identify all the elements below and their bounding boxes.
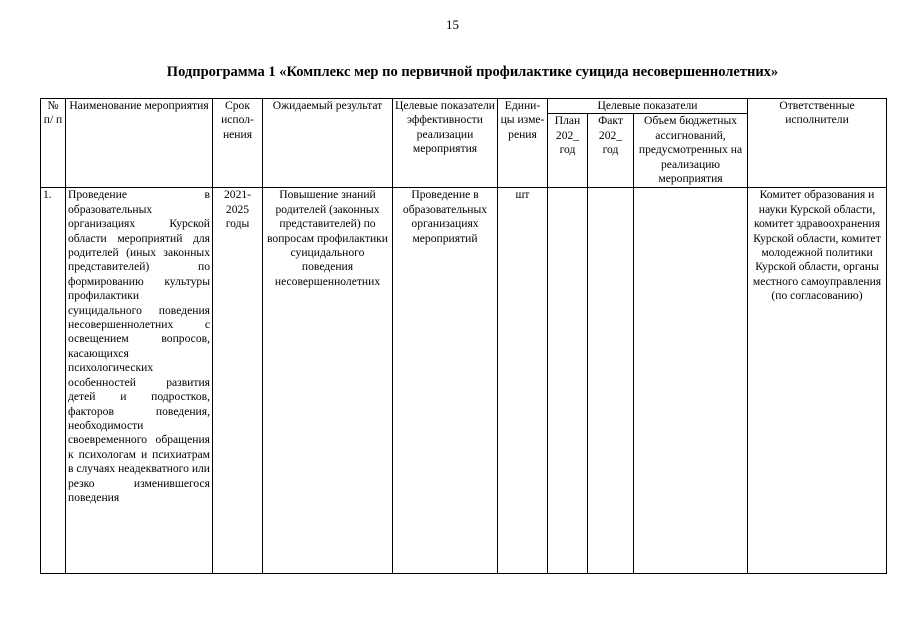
document-title: Подпрограмма 1 «Комплекс мер по первичной профилактике суицида несовершеннолетних» xyxy=(166,64,779,80)
header-target-group: Целевые показатели xyxy=(548,99,748,114)
header-budget: Объем бюджетных ассигнований, предусмотренных на реализацию мероприятия xyxy=(634,114,748,188)
cell-executors: Комитет образования и науки Курской области, комитет здравоохранения Курской области, комитет молодежной политики Курской области, органы местного самоуправления (по согласованию) xyxy=(748,188,887,574)
cell-term: 2021-2025 годы xyxy=(213,188,263,574)
table-header-row xyxy=(41,99,887,114)
header-indicators: Целевые показатели эффективности реализации мероприятия xyxy=(393,99,498,188)
page-number: 15 xyxy=(446,17,459,32)
cell-plan xyxy=(548,188,588,574)
header-name: Наименование мероприятия xyxy=(66,99,213,188)
cell-name: Проведение в образовательных организациях Курской области мероприятий для родителей (иных законных представителей) по формированию культуры профилактики суицидального поведения несовершеннолетних с освещением вопросов, касающихся психологических особенностей развития детей и подростков, факторов поведения, необходимости своевременного обращения к психологам и психиатрам в случаях неадекватного или резко изменившегося поведения xyxy=(66,188,213,574)
cell-indicators: Проведение в образовательных организациях мероприятий xyxy=(393,188,498,574)
header-plan: План 202_ год xyxy=(548,114,588,188)
cell-result: Повышение знаний родителей (законных представителей) по вопросам профилактики суицидального поведения несовершеннолетних xyxy=(263,188,393,574)
cell-num: 1. xyxy=(41,188,66,574)
header-term: Срок испол-нения xyxy=(213,99,263,188)
header-num: № п/ п xyxy=(41,99,66,188)
measures-table xyxy=(40,98,887,574)
cell-fact xyxy=(588,188,634,574)
header-executors: Ответственные исполнители xyxy=(748,99,887,188)
cell-budget xyxy=(634,188,748,574)
header-units: Едини-цы изме-рения xyxy=(498,99,548,188)
table-row xyxy=(41,188,887,574)
header-fact: Факт 202_ год xyxy=(588,114,634,188)
header-result: Ожидаемый результат xyxy=(263,99,393,188)
cell-units: шт xyxy=(498,188,548,574)
